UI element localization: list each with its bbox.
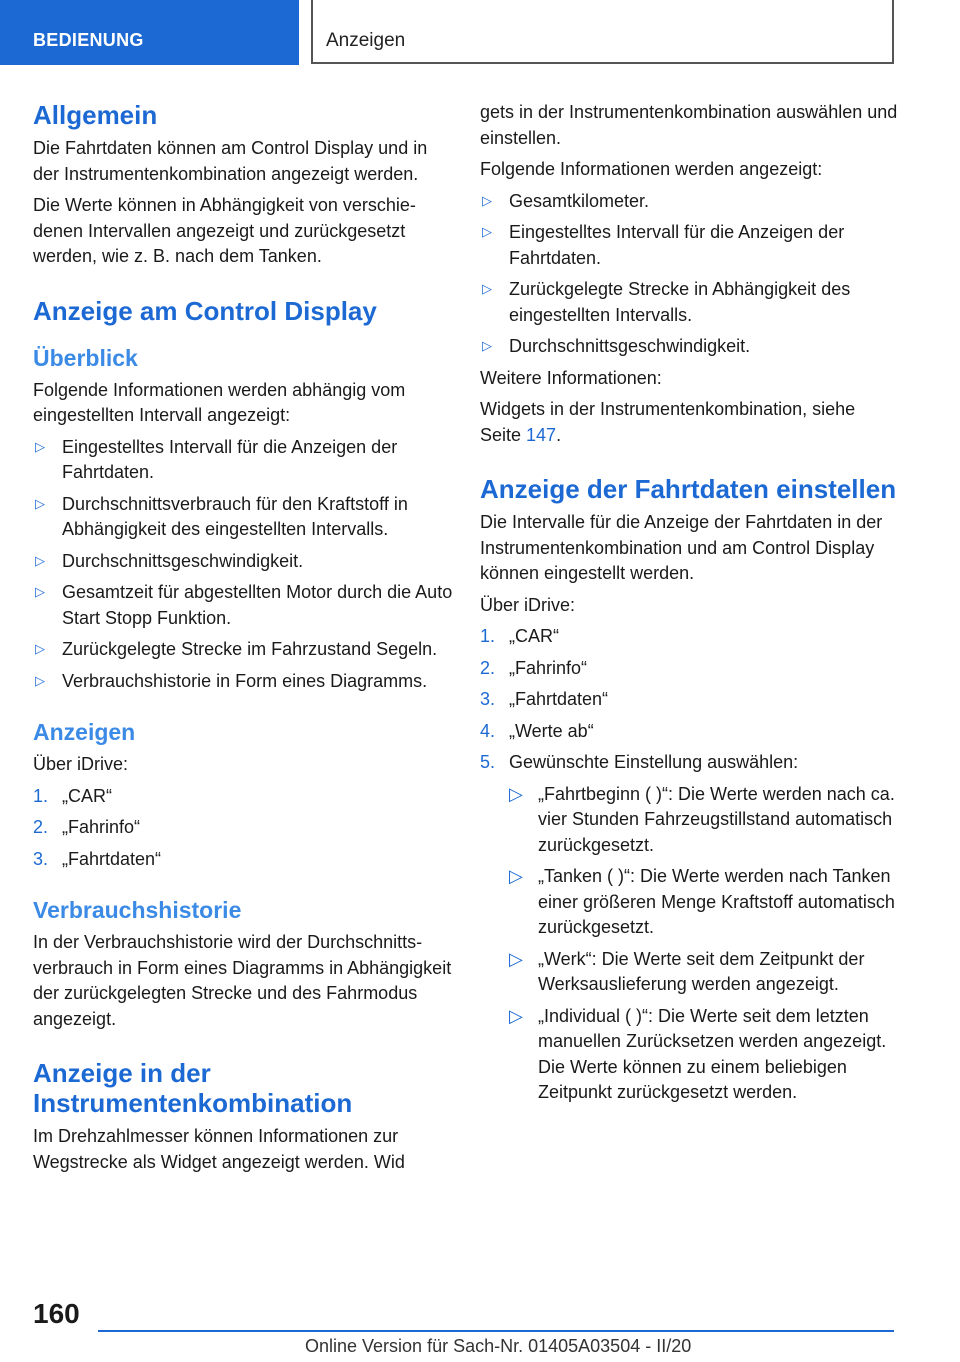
section-title: BEDIENUNG [33, 30, 144, 50]
list-item: 2. „Fahrinfo“ [480, 657, 588, 678]
chapter-title: Anzeigen [326, 30, 406, 51]
paragraph: Über iDrive: [33, 754, 129, 774]
paragraph: Widgets in der Instrumentenkombination, siehe Seite 147. [480, 399, 856, 445]
left-column [33, 100, 453, 1175]
list-item: 3. „Fahrtdaten“ [33, 848, 162, 869]
list-item: ▷ Zurückgelegte Strecke im Fahrzustand Segeln. [33, 637, 453, 663]
list-item: ▷ Durchschnittsgeschwindigkeit. [33, 549, 453, 575]
heading-fahrtdaten-einstellen: Anzeige der Fahrtdaten einstellen [480, 474, 897, 504]
list-item: ▷ Durchschnittsgeschwindigkeit. [480, 334, 900, 360]
triangle-bullet-icon: ▷ [35, 553, 45, 569]
list-item: ▷ „Individual ( )“: Die Werte seit dem letzten manuellen Zurücksetzen werden angezeigt. Die Werte können zu einem beliebigen Zeitpunkt zurückgesetzt werden. [509, 1005, 887, 1102]
list-item: ▷ Gesamtzeit für abgestellten Motor durch die Auto Start Stopp Funktion. [35, 582, 453, 628]
list-item: ▷ Verbrauchshistorie in Form eines Diagramms. [33, 669, 453, 695]
triangle-bullet-icon: ▷ [35, 642, 45, 657]
paragraph: Folgende Informationen werden abhängig vom eingestellten Intervall angezeigt: [33, 379, 406, 425]
list-item: 1. „CAR“ [33, 785, 112, 806]
footer-online-version: Online Version für Sach-Nr. 01405A03504 - II/20 [305, 1336, 692, 1356]
heading-control-display: Anzeige am Control Display [33, 295, 377, 326]
list-item: 2. „Fahrinfo“ [33, 817, 141, 837]
list-item: ▷ Zurückgelegte Strecke in Abhängigkeit des eingestellten Intervalls. [482, 279, 851, 325]
triangle-bullet-icon: ▷ [35, 439, 45, 455]
triangle-bullet-icon: ▷ [35, 585, 45, 600]
heading-allgemein: Allgemein [33, 100, 158, 130]
list-item: 5. Gewünschte Einstellung auswählen: ▷ „Fahrtbeginn ( )“: Die Werte werden nach ca. vier Stunden Fahrzeugstillstand automatisch zurückgesetzt. ▷ „Tanken ( )“: Die Werte werden nach Tanken einer größeren Menge Kraftstoff automatisch zurückgesetzt. ▷ „Werk“: Die Werte seit dem Zeitpunkt der Werksauslieferung werden angezeigt. ▷ „Individual ( )“: Die Werte seit dem letzten manuellen Zurücksetzen werden angezeigt. Die Werte können zu einem beliebigen Zeitpunkt zurückgesetzt werden. [480, 750, 900, 1106]
list-item: ▷ „Tanken ( )“: Die Werte werden nach Tanken einer größeren Menge Kraftstoff automatisch zurückgesetzt. [509, 866, 895, 937]
triangle-bullet-icon: ▷ [509, 1005, 523, 1027]
heading-ueberblick: Überblick [33, 344, 138, 371]
triangle-bullet-icon: ▷ [35, 496, 45, 512]
list-item: ▷ „Werk“: Die Werte seit dem Zeitpunkt der Werksauslieferung werden angezeigt. [509, 948, 865, 994]
paragraph: gets in der Instrumentenkombination auswählen und einstellen. [480, 102, 898, 148]
paragraph: Über iDrive: [480, 594, 576, 615]
sub-bullet-list [509, 782, 900, 1106]
list-item: 4. „Werte ab“ [480, 720, 594, 741]
triangle-bullet-icon: ▷ [509, 783, 523, 805]
triangle-bullet-icon: ▷ [482, 225, 492, 240]
bullet-list [33, 435, 453, 695]
list-item: ▷ Eingestelltes Intervall für die Anzeigen der Fahrtdaten. [35, 436, 398, 482]
list-item: ▷ „Fahrtbeginn ( )“: Die Werte werden nach ca. vier Stunden Fahrzeugstillstand automatisch zurückgesetzt. [509, 783, 895, 855]
triangle-bullet-icon: ▷ [509, 948, 523, 970]
numbered-list [480, 624, 900, 1106]
paragraph: Weitere Informationen: [480, 367, 662, 388]
triangle-bullet-icon: ▷ [509, 866, 523, 887]
numbered-list [33, 784, 453, 873]
list-item: 1. „CAR“ [480, 626, 559, 646]
footer-divider [98, 1330, 894, 1332]
paragraph: In der Verbrauchshistorie wird der Durchschnittsverbrauch in Form eines Diagramms in Abhängigkeit der zurückgelegten Strecke und des Fahrmodus angezeigt. [33, 932, 452, 1029]
list-item: ▷ Gesamtkilometer. [480, 189, 900, 215]
page-number: 160 [33, 1298, 80, 1329]
list-item: ▷ Durchschnittsverbrauch für den Kraftstoff in Abhängigkeit des eingestellten Intervalls. [35, 493, 408, 539]
heading-anzeigen: Anzeigen [33, 719, 136, 745]
paragraph: Die Intervalle für die Anzeige der Fahrtdaten in der Instrumentenkombination und am Control Display können eingestellt werden. [480, 512, 883, 583]
list-item: 3. „Fahrtdaten“ [480, 689, 609, 709]
triangle-bullet-icon: ▷ [35, 673, 45, 689]
heading-verbrauchshistorie: Verbrauchshistorie [33, 897, 242, 923]
triangle-bullet-icon: ▷ [482, 339, 492, 354]
paragraph: Die Fahrtdaten können am Control Display und in der Instrumentenkombination angezeigt werden. [33, 138, 428, 184]
triangle-bullet-icon: ▷ [482, 193, 492, 209]
page-link[interactable]: 147 [526, 424, 557, 445]
heading-instrumentenkombination: Anzeige in der Instrumentenkombination [33, 1058, 353, 1118]
list-item: ▷ Eingestelltes Intervall für die Anzeigen der Fahrtdaten. [482, 222, 845, 268]
paragraph: Im Drehzahlmesser können Informationen zur Wegstrecke als Widget angezeigt werden. Wid [33, 1126, 405, 1172]
paragraph: Die Werte können in Abhängigkeit von verschiedenen Intervallen angezeigt und zurückgesetzt werden, wie z. B. nach dem Tanken. [33, 195, 416, 266]
right-column [480, 100, 900, 1112]
paragraph: Folgende Informationen werden angezeigt: [480, 159, 823, 179]
bullet-list [480, 189, 900, 360]
triangle-bullet-icon: ▷ [482, 282, 492, 297]
